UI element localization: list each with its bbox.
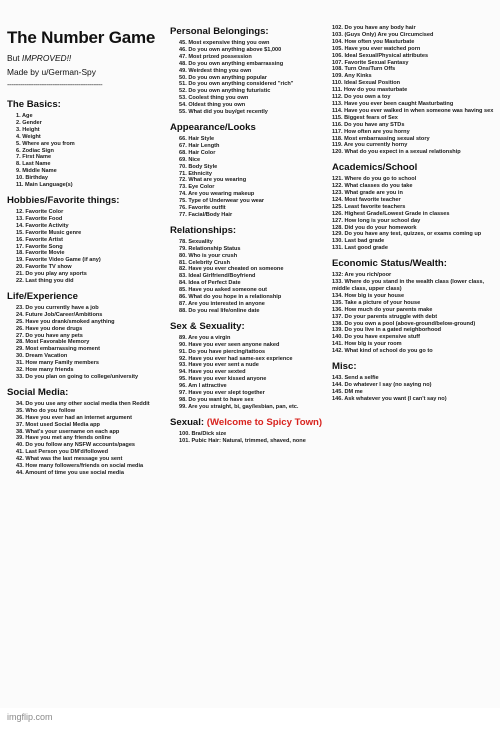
question-item: 83. Ideal Girlfriend/Boyfriend [179,273,256,280]
question-item: 97. Have you ever slept together [179,390,265,397]
question-item: 71. Ethnicity [179,170,212,177]
question-item: 98. Do you want to have sex [179,396,254,403]
question-item: 145. DM me [332,388,363,395]
question-item: 40. Do you follow any NSFW accounts/pages [16,442,136,449]
section-heading [7,291,162,303]
section-heading-text: Academics/School [332,162,418,174]
right-sections [332,25,496,403]
question-item: 39. Have you met any friends online [16,435,112,442]
question-item: 22. Last thing you did [16,278,74,285]
section-heading [170,321,328,333]
question-item: 13. Favorite Food [16,215,63,222]
question-item: 141. How big is your room [332,341,402,348]
question-item: 28. Most Favorable Memory [16,339,90,346]
question-item: 120. What do you expect in a sexual relationship [332,149,461,156]
section-heading [7,195,162,207]
question-item: 144. Do whatever I say (no saying no) [332,381,432,388]
question-item: 42. What was the last message you sent [16,456,123,463]
question-item: 143. Send a selfie [332,375,379,382]
question-list [332,375,496,403]
question-item: 67. Hair Length [179,142,220,149]
question-list [170,335,328,411]
question-item: 86. What do you hope in a relationship [179,294,282,301]
question-item: 131. Last good grade [332,245,388,252]
question-item: 128. Did you do your homework [332,224,417,231]
question-item: 127. How long is your school day [332,217,421,224]
question-item: 37. Most used Social Media app [16,421,100,428]
question-list [170,431,328,445]
question-item: 82. Have you ever cheated on someone [179,266,284,273]
question-item: 18. Favorite Movie [16,250,65,257]
question-item: 103. (Guys Only) Are you Circumcised [332,31,434,38]
section-heading [170,225,328,237]
question-item: 75. Type of Underwear you wear [179,198,265,205]
watermark: imgflip.com [7,712,53,722]
question-list [170,239,328,315]
question-item: 32. How many friends [16,367,74,374]
middle-sections [170,26,328,445]
question-item: 36. Have you ever had an internet argument [16,414,132,421]
question-item: 23. Do you currently have a job [16,304,99,311]
section-heading [170,417,328,429]
divider-line: -------------------------------------------- [7,80,103,89]
question-item: 113. Have you ever been caught Masturbating [332,100,454,107]
question-item: 105. Have you ever watched porn [332,45,421,52]
question-item: 94. Have you ever sexted [179,369,246,376]
question-item: 108. Turn Ons/Turn Offs [332,66,396,73]
question-item: 78. Sexuality [179,238,213,245]
question-item: 133. Where do you stand in the wealth class (lower class, middle class, upper class) [332,279,485,292]
question-item: 129. Do you have any test, quizzes, or exams coming up [332,231,482,238]
section-heading-text: Sex & Sexuality: [170,320,245,332]
page-title: The Number Game [7,28,156,47]
question-item: 54. Oldest thing you own [179,102,246,109]
question-item: 55. What did you buy/get recently [179,109,268,116]
question-item: 66. Hair Style [179,135,215,142]
question-item: 73. Eye Color [179,184,215,191]
question-item: 89. Are you a virgin [179,334,231,341]
question-item: 119. Are you currently horny [332,142,408,149]
question-item: 91. Do you have piercing/tattoos [179,348,266,355]
question-item: 102. Do you have any body hair [332,25,416,31]
question-item: 115. Biggest fears of Sex [332,114,398,121]
question-item: 26. Have you done drugs [16,325,83,332]
question-item: 81. Celebrity Crush [179,259,230,266]
question-item: 45. Most expensive thing you own [179,40,270,46]
question-list [7,401,162,477]
question-item: 134. How big is your house [332,292,405,299]
question-item: 16. Favorite Artist [16,236,64,243]
question-list [7,113,162,189]
question-item: 77. Facial/Body Hair [179,211,233,218]
question-item: 15. Favorite Music genre [16,229,82,236]
question-item: 69. Nice [179,156,201,163]
left-sections [7,99,162,477]
question-list [332,25,496,156]
question-list [7,305,162,381]
question-item: 29. Most embarrassing moment [16,346,100,353]
question-item: 49. Weirdest thing you own [179,67,252,74]
section-heading-text: The Basics: [7,99,61,110]
question-item: 140. Do you have expensive stuff [332,334,420,341]
question-item: 2. Gender [16,119,42,126]
question-item: 132: Are you rich/poor [332,272,392,279]
section-heading-text: Personal Belongings: [170,26,269,37]
question-item: 38. What's your username on each app [16,428,120,435]
question-list [332,272,496,355]
question-list [170,40,328,116]
section-heading [332,162,496,174]
section-heading-text: Appearance/Looks [170,121,256,133]
question-item: 100. Bra/Dick size [179,430,227,437]
question-item: 121. Where do you go to school [332,176,417,183]
question-item: 74. Are you wearing makeup [179,191,255,198]
question-item: 47. Most prized possession [179,53,252,60]
question-item: 72. What are you wearing [179,177,247,184]
author-credit: Made by u/German-Spy [7,67,96,77]
question-item: 114. Have you ever walked in when someone was having sex [332,107,494,114]
question-item: 117. How often are you horny [332,128,410,135]
question-item: 27. Do you have any pets [16,332,83,339]
section-heading [332,361,496,373]
question-item: 19. Favorite Video Game (if any) [16,257,101,264]
question-item: 30. Dream Vacation [16,353,68,360]
question-item: 88. Do you real life/online date [179,307,260,314]
question-item: 14. Favorite Activity [16,222,69,229]
question-item: 112. Do you own a toy [332,94,391,101]
question-item: 5. Where are you from [16,140,75,147]
question-item: 96. Am I attractive [179,383,227,390]
question-item: 87. Are you interested in anyone [179,301,265,307]
question-item: 111. How do you masturbate [332,87,408,94]
question-list [7,209,162,285]
question-item: 122. What classes do you take [332,183,413,190]
question-item: 44. Amount of time you use social media [16,469,124,476]
question-item: 53. Coolest thing you own [179,95,249,102]
question-item: 20. Favorite TV show [16,264,72,271]
question-item: 130. Last bad grade [332,238,385,245]
section-heading [170,122,328,134]
question-item: 137. Do your parents struggle with debt [332,313,438,320]
question-item: 93. Have you ever sent a nude [179,362,259,369]
question-item: 118. Most embarrassing sexual story [332,135,430,142]
question-item: 9. Middle Name [16,168,57,175]
question-item: 35. Who do you follow [16,407,76,414]
question-item: 25. Have you drank/smoked anything [16,318,115,325]
question-item: 106. Ideal Sexual/Physical attributes [332,52,429,59]
question-item: 11. Main Language(s) [16,182,73,189]
question-item: 46. Do you own anything above $1,000 [179,46,282,53]
question-item: 52. Do you own anything futuristic [179,88,271,95]
question-item: 12. Favorite Color [16,208,64,215]
question-item: 85. Have you asked someone out [179,287,267,294]
question-item: 24. Future Job/Career/Ambitions [16,311,103,318]
question-item: 79. Relationship Status [179,245,241,252]
question-item: 76. Favorite outfit [179,205,226,212]
question-item: 142. What kind of school do you go to [332,348,433,355]
section-heading [332,258,496,270]
subtitle: But IMPROVED!! [7,53,72,63]
section-heading-text: Sexual: [170,416,207,428]
question-item: 125. Least favorite teachers [332,203,406,210]
section-heading [170,26,328,38]
question-item: 4. Weight [16,133,41,140]
question-item: 17. Favorite Song [16,243,63,250]
question-item: 139. Do you live in a gated neighborhood [332,327,442,334]
question-item: 109. Any Kinks [332,73,372,80]
section-heading-highlight: (Welcome to Spicy Town) [206,416,323,428]
column-middle [170,0,328,445]
question-item: 99. Are you straight, bi, gay/lesbian, pan, etc. [179,403,299,410]
question-item: 80. Who is your crush [179,252,238,259]
question-item: 70. Body Style [179,163,218,170]
question-item: 68. Hair Color [179,149,216,156]
question-item: 116. Do you have any STDs [332,121,405,128]
question-item: 126. Highest Grade/Lowest Grade in classes [332,210,450,217]
question-list [332,176,496,252]
question-item: 8. Last Name [16,161,51,168]
question-item: 21. Do you play any sports [16,271,87,278]
section-heading-text: Social Media: [7,386,69,398]
question-item: 1. Age [16,113,33,119]
question-item: 34. Do you use any other social media then Reddit [16,400,150,407]
question-item: 135. Take a picture of your house [332,299,421,306]
question-item: 31. How many Family members [16,360,100,367]
section-heading-text: Hobbies/Favorite things: [7,194,120,206]
question-item: 48. Do you own anything embarrassing [179,60,284,67]
question-item: 107. Favorite Sexual Fantasy [332,59,409,66]
question-item: 51. Do you own anything considered "rich" [179,81,294,88]
question-item: 41. Last Person you DM'd/followed [16,449,109,456]
question-item: 136. How much do your parents make [332,306,433,313]
column-right [332,0,496,403]
question-item: 110. Ideal Sexual Position [332,80,401,87]
question-item: 124. Most favorite teacher [332,196,401,203]
column-left [7,0,162,477]
question-item: 10. Birthday [16,175,49,182]
question-item: 92. Have you ever had same-sex exprience [179,355,293,362]
question-item: 33. Do you plan on going to college/university [16,374,139,380]
question-list [170,136,328,219]
section-heading-text: Life/Experience [7,290,78,302]
question-item: 84. Idea of Perfect Date [179,280,241,287]
question-item: 6. Zodiac Sign [16,147,54,154]
section-heading-text: Relationships: [170,224,237,236]
question-item: 101. Pubic Hair: Natural, trimmed, shaved, none [179,437,306,444]
question-item: 123. What grade are you in [332,190,403,197]
question-item: 3. Height [16,126,40,133]
question-item: 90. Have you ever seen anyone naked [179,341,280,348]
section-heading-text: Misc: [332,361,357,373]
question-item: 95. Have you ever kissed anyone [179,376,267,383]
question-item: 104. How often you Masturbate [332,38,415,45]
question-item: 7. First Name [16,154,52,161]
question-item: 43. How many followers/friends on social media [16,463,144,470]
section-heading [7,387,162,399]
question-item: 50. Do you own anything popular [179,74,267,81]
question-item: 138. Do you own a pool (above-ground/below-ground) [332,320,476,327]
section-heading-text: Economic Status/Wealth: [332,258,447,270]
question-item: 146. Ask whatever you want (I can't say no) [332,395,447,402]
section-heading [7,99,162,111]
